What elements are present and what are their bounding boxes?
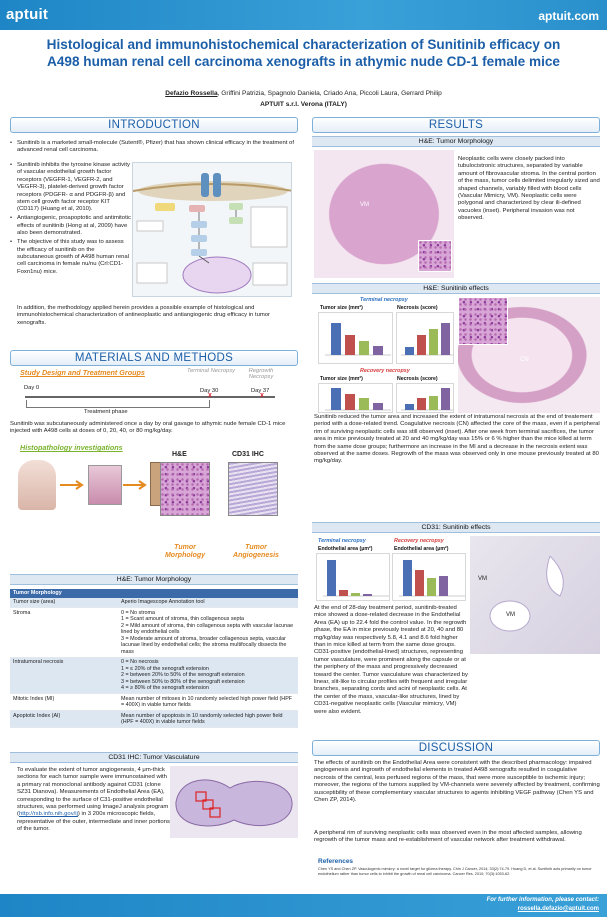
bars-necrosis-recovery [397,384,455,414]
discussion-heading: DISCUSSION [312,740,600,756]
cd31-recovery-label: Recovery necropsy [394,538,444,544]
chart-necrosis-terminal [396,312,454,364]
table-header: Tumor Morphology [10,589,298,598]
intro-bullets [10,162,132,278]
arrow-icon [123,480,151,490]
timeline-terminal-mark: x [208,392,212,399]
cd31-ihc-label: CD31 IHC [232,451,264,458]
he-sunitinib-text: Sunitinib reduced the tumor area and increased the extent of intratumoral necrosis at the end of treatement period with a dose-related trend. Coagulative necrosis (CN) affected the core of the mass, even if a peripheral rim of surviving neoplastic cells was still observed (inset). After one week from terminal sacrifices, the tumor area in mice previously treated at 20 and 40 mg/kg/day was 15% or 6 % higher than the mice killed at term from the same dose groups; furthermore an increase in the MI and a decrease in the necrosis extent was observed at the same doses. Regrowth of the mass was observed only in one mouse previously treated at 80 mg/kg/day. [314,414,600,465]
cd31-vm-label-1: VM [478,576,487,582]
results-he-morphology-subheading: H&E: Tumor Morphology [312,136,600,147]
chart-ea-recovery [392,553,466,601]
recovery-necropsy-label: Recovery necropsy [360,368,410,374]
terminal-necropsy-label: Terminal necropsy [360,297,408,303]
affiliation: APTUIT s.r.l. Verona (ITALY) [260,101,347,108]
tumor-excision-image [88,465,122,505]
timeline-regrowth-label: Regrowth Necropsy [248,368,274,381]
discussion-p1: The effects of sunitinib on the Endothelial Area were consistent with the described pharmacology: impaired angiogenesis and ingrowth of endothelial elements in treated A498 xenografts resulted in coagulative necrosis of the central, less perfused regions of the mass, that were more susceptible to ischemic injury; moreover, the regions of the tumors supplied by VM-channels were severely affected by treatment, confirming susceptibility of these complementary vascular structures to agents inhibiting VEGF pathway (Chen YS and Chen ZP, 2014). [314,760,600,804]
necrosis-label-1: Necrosis (score) [397,305,438,311]
intro-paragraph: In addition, the methodology applied herein provides a possible example of histological and immunohistochemical characterization of antineoplastic and antiangiogenic drug efficacy in tumor xenografts. [17,305,271,326]
results-heading: RESULTS [312,117,600,133]
cd31-stain-image [228,462,278,516]
intro-bullet-4: • The objective of this study was to assess the efficacy of sunitinib on the subcutaneous growth of A498 human renal cell carcinoma in female nu/nu (Crl:CD1-Foxn1nu) mice. [10,239,132,276]
chart-necrosis-recovery [396,383,454,413]
he-sunitinib-inset [458,297,508,345]
introduction-heading: INTRODUCTION [10,117,298,133]
timeline-day0: Day 0 [24,385,40,391]
contact-email-link[interactable]: rossella.defazio@aptuit.com [517,906,599,912]
intro-bullet-2: • Sunitinib inhibits the tyrosine kinase activity of vascular endothelial growth factor receptors (VEGFR-1, VEGFR-2, and VEGFR-3), platelet-derived growth factor receptors (PDGFR- α and PDGFR-β) and stem cell growth factor receptor KIT (CD117) (Huang et al, 2010). [10,162,132,214]
he-stain-image [160,462,210,516]
aptuit-logo: aptuit [6,6,49,23]
chart-ea-terminal [316,553,390,601]
timeline-day37: Day 37 [251,388,270,394]
cd31-sunitinib-subheading: CD31: Sunitinib effects [312,522,600,533]
timeline-day30: Day 30 [200,388,219,394]
mouse-photo [18,460,56,510]
ea-label-1: Endothelial area (μm²) [318,546,373,552]
tumor-size-label-1: Tumor size (mm²) [320,305,363,311]
cd31-vm-label-2: VM [506,612,515,618]
cd31-methods-text: To evaluate the extent of tumor angiogenesis, 4 μm-thick sections for each tumor sample were immunostained with a primary rat monoclonal antibody against CD31 (clone SZ31 Dianova). Measurements of Endothelial Area (EA), corresponding to the surface of C31-positive endothelial structures, was performed using ImageJ analysis program (http://rsb.info.nih.gov/ij) in 3 200x microscopic fields, representative of the outer, intermediate and inner portions of the tumor. [17,767,170,833]
tumor-morphology-label: Tumor Morphology [164,544,206,559]
histopathology-heading: Histopathology investigations [20,443,123,452]
treatment-phase-label: Treatment phase [84,409,128,415]
contact-label: For further information, please contact: [486,897,599,903]
tumor-angiogenesis-label: Tumor Angiogenesis [233,544,279,559]
footer-bar [0,894,607,917]
ea-label-2: Endothelial area (μm²) [394,546,449,552]
table-row: Stroma 0 = No stroma 1 = Scant amount of stroma, thin collagenous septa 2 = Mild amount of stroma, thin collagenous septa with vascular lacunae lined by endothelial cells 3 = Moderate amount of stroma, broader collagenous septa, vascular lacunae lined by endothelial cells; the stroma multifocally dissects the mass [10,608,298,658]
bars-tumor-size-recovery [319,384,394,414]
table-row: Tumor size (area) Aperio Imagescope Annotation tool [10,598,298,608]
study-design-heading: Study Design and Treatment Groups [20,368,145,377]
he-label: H&E [172,451,187,458]
treatment-phase-bracket [26,400,210,408]
pathway-illustration [133,163,292,297]
cd31-overview-image [170,766,298,838]
bars-ea-terminal [317,554,391,602]
table-row: Apoptotic Index (AI) Mean number of apoptosis in 10 randomly selected high power field (HPF = 400X) in viable tumor fields [10,711,298,728]
cd31-terminal-label: Terminal necropsy [318,538,366,544]
arrow-icon [60,480,88,490]
discussion-p2: A peripheral rim of surviving neoplastic cells was observed even in the most affected samples, allowing regrowth of the tumor mass and re-establishment of vascular network after treatment withdrawal. [314,830,582,844]
cn-label: CN [520,357,529,363]
header-bar [0,0,607,30]
morphology-scoring-table [10,589,298,728]
he-sunitinib-subheading: H&E: Sunitinib effects [312,283,600,294]
cd31-vasculature-subheading: CD31 IHC: Tumor Vasculature [10,752,298,763]
vm-label: VM [360,202,369,208]
references-heading: References [318,858,354,865]
he-inset-image [418,240,452,272]
he-morphology-text: Neoplastic cells were closely packed into tubulocistronic structures, separated by variable amount of fibrovascular stroma. In the central portion of the mass, tumor cells delimited irregularly sized and shaped channels, variably filled with blood cells (Vascular Mimicry, VM). Neoplastic cells were polygonal and characterized by clear ili-defined vacuoles (inset). Peripheral invasion was not observed. [458,156,600,222]
cd31-results-text-start: At the end of 28-day treatment period, sunitinib-treated mice showed a dose-related decrease in the Endothelial Area (EA) up to 22.4 fold the control value. In the regrowth phase, the EA in mice previously treated at 20, 40 and 80 mg/kg/day was respectively 5.8, 4.1 and 8.6 fold higher than in mice killed at term from the same dose groups. CD31-positive (endothelial-lined) structures, representing tumor vasculature, were prominent along the capsule or at the periphery of the mass and progressively decreased toward the center. Tumor vasculature was characterized by linear, slit-like to circular profiles with frequent and irregular branches, separating cords and acini of neoplastic cells. At the center of the mass, vascular-like structures, lined by CD31-negative neoplastic cells (Vascular mimicry, VM) were also evident. [314,605,468,715]
chart-tumor-size-recovery [318,383,393,413]
timeline-terminal-label: Terminal Necropsy [186,368,236,374]
necrosis-label-2: Necrosis (score) [397,376,438,382]
table-row: Mitotic Index (MI) Mean number of mitoses in 10 randomly selected high power field (HPF = 400X) in viable tumor fields [10,694,298,711]
timeline-regrowth-mark: x [260,392,264,399]
intro-bullet-3: • Antiangiogenic, proapoptotic and antimitotic effects of sunitinib (Hong at al, 2009) have also been demonstrated. [10,215,132,237]
bars-necrosis-terminal [397,313,455,365]
imagej-link[interactable]: http://rsb.info.nih.gov/ij [18,811,78,818]
methods-heading: MATERIALS AND METHODS [10,350,298,366]
tumor-section-drawing [170,766,298,838]
intro-bullet-1: • Sunitinib is a marketed small-molecule (Sutent®, Pfizer) that has shown clinical efficacy in the treatment of advanced renal cell carcinoma. [10,140,300,156]
dosing-text: Sunitinib was subcutaneously administered once a day by oral gavage to athymic nude female CD-1 mice injected with A498 cells at doses of 0, 20, 40, or 80 mg/kg/day. [10,421,286,435]
tumor-size-label-2: Tumor size (mm²) [320,376,363,382]
authors: Defazio Rossella, Griffini Patrizia, Spagnolo Daniela, Criado Ana, Piccoli Laura, Gerrard Philip [165,90,442,97]
cd31-vessels-drawing [470,536,600,654]
cd31-result-image [470,536,600,654]
timeline-axis [25,396,275,398]
aptuit-website[interactable]: aptuit.com [538,9,599,23]
bars-ea-recovery [393,554,467,602]
table-row: Intratumoral necrosis 0 = No necrosis 1 = ≤ 20% of the xenograft extension 2 = between 20% to 50% of the xenograft extension 3 = between 50% to 80% of the xenograft extension 4 = ≥ 80% of the xenograft extension [10,657,298,694]
he-morphology-subheading: H&E: Tumor Morphology [10,574,298,585]
chart-tumor-size-terminal [318,312,393,364]
sunitinib-pathway-diagram [132,162,292,297]
bars-tumor-size-terminal [319,313,394,365]
poster-title: Histological and immunohistochemical characterization of Sunitinib efficacy on A498 human renal cell carcinoma xenografts in athymic nude CD-1 female mice [46,37,561,69]
references-text: Chen YS and Chen ZP. Vasculogenic mimicry: a novel target for glioma therapy. Chin J Cancer, 2014; 33(2):74-79. Huang D, et al. Sunitinib acts primarily on tumor endothelium rather than tumor cells to inhibit the growth of renal cell carcinoma. Cancer Res. 2010; 70(3):1053-62. [318,867,592,876]
